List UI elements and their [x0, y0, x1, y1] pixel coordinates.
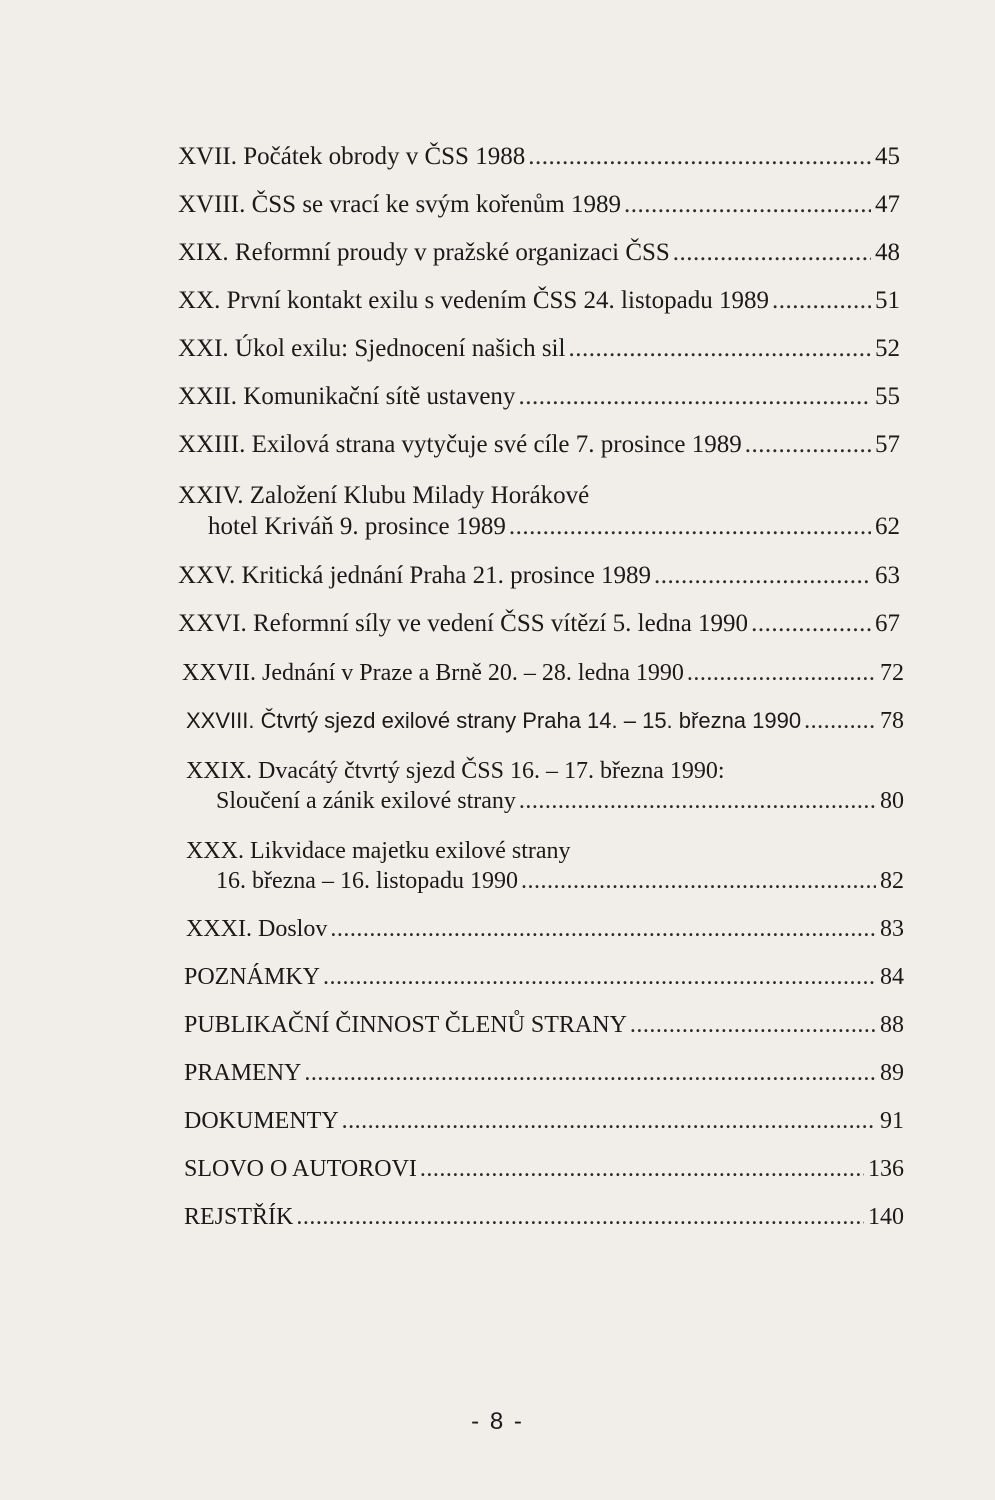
- toc-entry-page: 45: [875, 143, 900, 170]
- toc-entry-page: 78: [880, 708, 904, 734]
- toc-entry-page: 63: [875, 562, 900, 589]
- toc-entry: [178, 287, 900, 315]
- dot-leader: [772, 287, 871, 315]
- toc-entry-page: 136: [868, 1156, 904, 1182]
- toc-entry-title: XX. První kontakt exilu s vedením ČSS 24. listopadu 1989: [178, 287, 769, 314]
- toc-entry-page: 52: [875, 335, 900, 362]
- dot-leader: [624, 191, 871, 219]
- dot-leader: [323, 964, 876, 991]
- toc-entry-title: SLOVO O AUTOROVI: [184, 1156, 417, 1182]
- dot-leader: [630, 1012, 876, 1039]
- toc-entry: [178, 239, 900, 267]
- toc-entry-title: XXII. Komunikační sítě ustaveny: [178, 383, 516, 410]
- dot-leader: [654, 562, 871, 590]
- dot-leader: [521, 868, 876, 895]
- dot-leader: [420, 1156, 864, 1183]
- toc-entry-page: 48: [875, 239, 900, 266]
- toc-entry-title: XXVIII. Čtvrtý sjezd exilové strany Praha 14. – 15. března 1990: [186, 708, 802, 733]
- toc-entry: [184, 1012, 904, 1039]
- toc-entry-page: 51: [875, 287, 900, 314]
- toc-entry-title: POZNÁMKY: [184, 964, 321, 990]
- toc-entry-title: XXVI. Reformní síly ve vedení ČSS vítězí 5. ledna 1990: [178, 610, 749, 637]
- dot-leader: [687, 660, 876, 687]
- toc-entry: [178, 610, 900, 638]
- toc-entry-page: 67: [875, 610, 900, 637]
- toc-entry: [178, 383, 900, 411]
- toc-entry-page: 88: [880, 1012, 904, 1038]
- toc-entry: [184, 1156, 904, 1183]
- toc-entry-title: XXI. Úkol exilu: Sjednocení našich sil: [178, 335, 566, 362]
- toc-entry-page: 62: [875, 513, 900, 540]
- toc-entry-page: 72: [880, 660, 904, 686]
- toc-entry: [186, 916, 904, 943]
- toc-entry-page: 82: [880, 868, 904, 894]
- dot-leader: [528, 143, 871, 171]
- toc-entry-page: 57: [875, 431, 900, 458]
- dot-leader: [745, 431, 871, 459]
- toc-entry-page: 140: [868, 1204, 904, 1230]
- toc-entry-heading-line: XXIV. Založení Klubu Milady Horákové: [178, 482, 590, 509]
- toc-entry-title: XXV. Kritická jednání Praha 21. prosince 1989: [178, 562, 652, 589]
- toc-entry-title: 16. března – 16. listopadu 1990: [216, 868, 518, 894]
- toc-entry: [186, 708, 904, 735]
- toc-entry: [178, 191, 900, 219]
- toc-entry-title: XXVII. Jednání v Praze a Brně 20. – 28. ledna 1990: [182, 660, 684, 686]
- toc-entry: [216, 868, 904, 895]
- toc-entry-title: PUBLIKAČNÍ ČINNOST ČLENŮ STRANY: [184, 1012, 627, 1038]
- dot-leader: [296, 1204, 864, 1231]
- toc-entry: [184, 1060, 904, 1087]
- toc-entry-heading-line: XXX. Likvidace majetku exilové strany: [186, 838, 571, 864]
- toc-entry-title: Sloučení a zánik exilové strany: [216, 788, 516, 814]
- toc-entry: [184, 1204, 904, 1231]
- toc-entry: [184, 964, 904, 991]
- toc-entry-heading-line: XXIX. Dvacátý čtvrtý sjezd ČSS 16. – 17. března 1990:: [186, 758, 725, 784]
- toc-entry-page: 91: [880, 1108, 904, 1134]
- toc-entry-title: XVII. Počátek obrody v ČSS 1988: [178, 143, 526, 170]
- toc-entry-title: REJSTŘÍK: [184, 1204, 294, 1230]
- dot-leader: [342, 1108, 876, 1135]
- dot-leader: [330, 916, 876, 943]
- toc-entry: [178, 431, 900, 459]
- dot-leader: [568, 335, 871, 363]
- page-number: - 8 -: [471, 1408, 524, 1435]
- dot-leader: [751, 610, 871, 638]
- toc-entry-title: XVIII. ČSS se vrací ke svým kořenům 1989: [178, 191, 621, 218]
- toc-entry-page: 47: [875, 191, 900, 218]
- toc-entry-page: 83: [880, 916, 904, 942]
- toc-entry: [178, 335, 900, 363]
- toc-entry-title: DOKUMENTY: [184, 1108, 339, 1134]
- toc-entry: [184, 1108, 904, 1135]
- toc-entry: [182, 660, 904, 687]
- toc-entry-page: 55: [875, 383, 900, 410]
- toc-entry: [208, 513, 900, 541]
- toc-entry-page: 89: [880, 1060, 904, 1086]
- toc-entry-page: 84: [880, 964, 904, 990]
- dot-leader: [509, 513, 871, 541]
- dot-leader: [804, 708, 876, 735]
- toc-entry-page: 80: [880, 788, 904, 814]
- dot-leader: [673, 239, 871, 267]
- dot-leader: [518, 383, 871, 411]
- toc-entry-title: PRAMENY: [184, 1060, 302, 1086]
- toc-entry-title: XXXI. Doslov: [186, 916, 328, 942]
- toc-entry: [178, 562, 900, 590]
- toc-entry: [178, 143, 900, 171]
- dot-leader: [519, 788, 876, 815]
- toc-entry-title: XXIII. Exilová strana vytyčuje své cíle 7. prosince 1989: [178, 431, 742, 458]
- toc-entry-title: hotel Kriváň 9. prosince 1989: [208, 513, 506, 540]
- dot-leader: [304, 1060, 876, 1087]
- toc-entry: [216, 788, 904, 815]
- toc-entry-title: XIX. Reformní proudy v pražské organizaci ČSS: [178, 239, 670, 266]
